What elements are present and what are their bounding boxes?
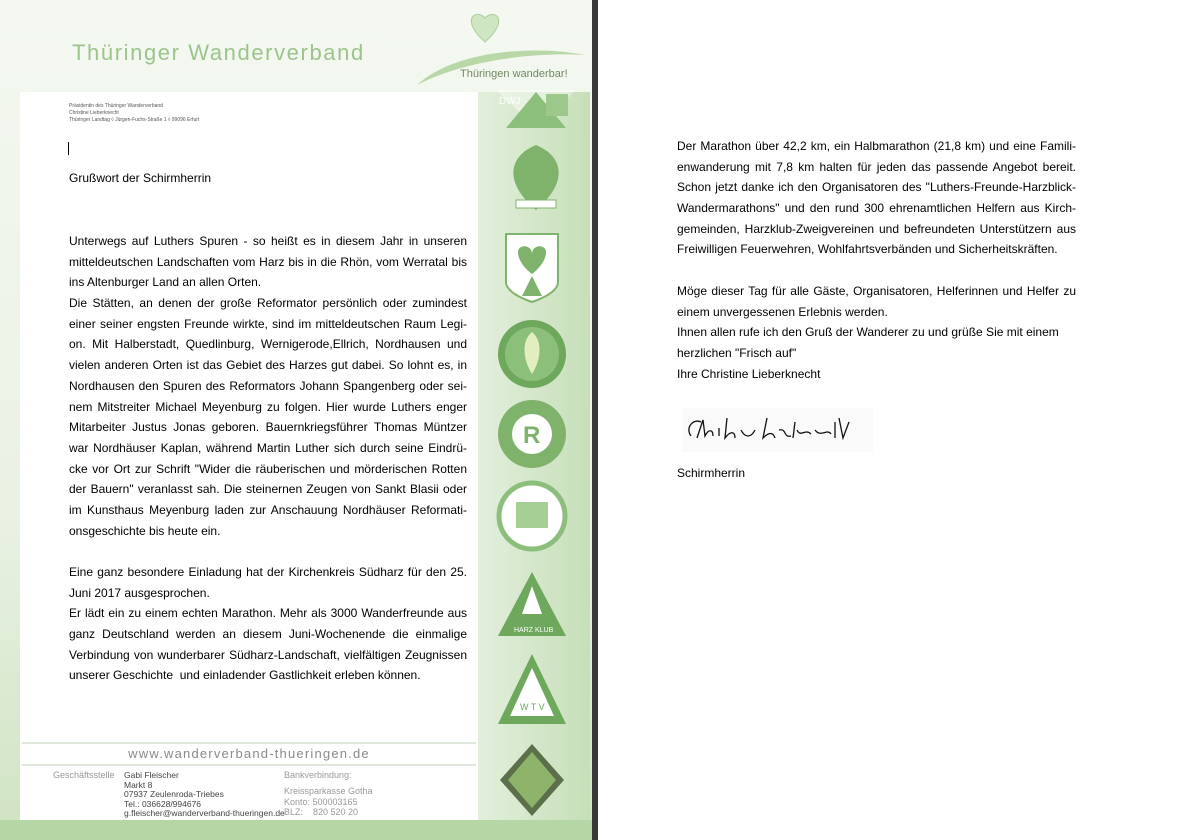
text-line: onsgeschichte bis heute ein. <box>69 523 221 538</box>
letter-heading: Grußwort der Schirmherrin <box>69 171 212 185</box>
office-line: 07937 Zeulenroda-Triebes <box>124 789 224 799</box>
sender-address <box>69 103 199 124</box>
text-line: Freiwilligen Feuerwehren, Wohlfahrtsverbänden und Sicherheitskräften. <box>677 242 1058 257</box>
text-line: ins Altenburger Land an allen Orten. <box>69 275 262 290</box>
text-line <box>69 541 467 562</box>
text-line: Ihnen allen rufe ich den Gruß der Wanderer zu und grüße Sie mit einem <box>677 325 1059 340</box>
text-line: Unterwegs auf Luthers Spuren - so heißt es in diesem Jahr in unseren <box>69 234 467 248</box>
text-line: war Nordhäuser Kaplan, während Martin Luther sich durch seine Eindrü- <box>69 440 467 455</box>
text-line: einem unvergessenen Erlebnis werden. <box>677 304 888 319</box>
bank-line: Konto: 500003165 <box>284 796 358 807</box>
divider <box>22 742 476 744</box>
wanderbund-emblem-icon <box>496 480 576 552</box>
office-label: Geschäftsstelle <box>53 770 115 780</box>
svg-text:DWJ: DWJ <box>499 96 521 107</box>
text-line: on. Mit Halberstadt, Quedlinburg, Wernigerode,Ellrich, Nordhausen und <box>69 337 467 352</box>
bank-line: BLZ: 820 520 20 <box>284 807 359 817</box>
text-line: vielen anderen Orten ist das Gebiet des Harzes gut dabei. So lohnt es, in <box>69 358 467 373</box>
letter-page-1 <box>0 0 592 840</box>
oak-leaf-emblem-icon <box>496 318 576 390</box>
text-line: Schon jetzt danke ich den Organisatoren des "Luthers-Freunde-Harzblick- <box>677 180 1076 195</box>
wtv-emblem-icon <box>496 652 576 728</box>
text-line: herzlichen "Frisch auf" <box>677 345 797 360</box>
page-1-text <box>69 231 467 686</box>
office-line: Markt 8 <box>124 779 153 790</box>
text-line: einer seiner engsten Freunde wirkte, sind im mitteldeutschen Raum Legi- <box>69 316 467 331</box>
sender-line: Christine Lieberknecht <box>69 110 119 116</box>
text-line: unserer Geschichte und einladender Gastlichkeit erleben können. <box>69 668 421 683</box>
slogan: Thüringen wanderbar! <box>460 68 568 80</box>
text-line: der Bauern" veranlasst sah. Die steinernen Zeugen von Sankt Blasii oder <box>69 482 467 497</box>
website-link[interactable]: www.wanderverband-thueringen.de <box>128 746 370 761</box>
text-line: im Kunsthaus Meyenburg laden zur Anschauung Nordhäuser Reformati- <box>69 502 467 517</box>
text-line: Ihre Christine Lieberknecht <box>677 366 821 381</box>
text-line <box>677 260 1076 281</box>
text-line: gemeinden, Harzklub-Zweigvereinen und befreundeten Unterstützern aus <box>677 221 1076 236</box>
text-line: Eine ganz besondere Einladung hat der Kirchenkreis Südharz für den 25. <box>69 565 467 579</box>
text-line: Möge dieser Tag für alle Gäste, Organisatoren, Helferinnen und Helfer zu <box>677 283 1076 298</box>
svg-text:R: R <box>523 422 541 449</box>
text-line: cke vor Ort zur Schrift "Wider die räuberischen und mörderischen Rotten <box>69 461 467 476</box>
text-line: Die Stätten, an denen der große Reformator persönlich oder zumindest <box>69 296 467 311</box>
page-2-text <box>677 136 1076 384</box>
bank-label: Bankverbindung: <box>284 770 352 780</box>
rennsteig-emblem-icon <box>496 398 576 470</box>
bank-line: Kreissparkasse Gotha <box>284 786 373 796</box>
svg-text:HARZ KLUB: HARZ KLUB <box>514 627 554 634</box>
footer-band <box>0 820 592 840</box>
sender-line: Thüringer Landtag ◊ Jürgen-Fuchs-Straße 1 ◊ 99096 Erfurt <box>69 117 200 123</box>
twv-emblem-icon <box>496 742 576 818</box>
office-line: Gabi Fleischer <box>124 770 179 780</box>
sender-line: Präsidentin des Thüringer Wanderverband <box>69 103 163 109</box>
brand-title: Thüringer Wanderverband <box>72 40 365 65</box>
text-line: Juni 2017 ausgesprochen. <box>69 585 210 600</box>
signature-role: Schirmherrin <box>677 466 746 480</box>
text-line: mitteldeutschen Landschaften vom Harz bis in die Rhön, vom Werratal bis <box>69 254 467 269</box>
text-line: ganz Deutschland werden an diesem Juni-Wochenende die einmalige <box>69 627 467 642</box>
bank-details <box>284 786 373 818</box>
text-line: Nordhausen den Spuren des Reformators Johann Spangenberg oder sei- <box>69 378 467 393</box>
text-line: Er lädt ein zu einem echten Marathon. Mehr als 3000 Wanderfreunde aus <box>69 606 467 621</box>
handwritten-signature <box>683 408 873 452</box>
harz-klub-emblem-icon <box>496 570 576 642</box>
text-line: Der Marathon über 42,2 km, ein Halbmarathon (21,8 km) und eine Famili- <box>677 139 1076 153</box>
text-line: Wandermarathons" und den rund 300 ehrenamtlichen Helfern aus Kirch- <box>677 201 1076 216</box>
dwj-emblem-icon <box>496 90 576 130</box>
divider <box>22 764 476 766</box>
office-email: g.fleischer@wanderverband-thueringen.de <box>124 808 285 818</box>
text-line: nem Mitstreiter Michael Meyenburg zu folgen. Hier wurde Luthers enger <box>69 399 467 414</box>
text-line: Verbindung von wunderbarer Südharz-Landschaft, vielfältigen Zeugnissen <box>69 647 467 662</box>
text-line: enwanderung mit 7,8 km halten für jeden das passende Angebot bereit. <box>677 159 1076 174</box>
gebirgs-wanderverein-emblem-icon <box>496 232 576 304</box>
office-line: Tel.: 036628/994676 <box>124 798 202 809</box>
svg-text:W T V: W T V <box>520 702 545 712</box>
fern-emblem-icon <box>496 140 576 215</box>
text-line: Mitarbeiter Justus Jonas geboren. Bauernkriegsführer Thomas Müntzer <box>69 420 467 435</box>
text-cursor <box>68 142 69 155</box>
office-address <box>124 771 285 819</box>
